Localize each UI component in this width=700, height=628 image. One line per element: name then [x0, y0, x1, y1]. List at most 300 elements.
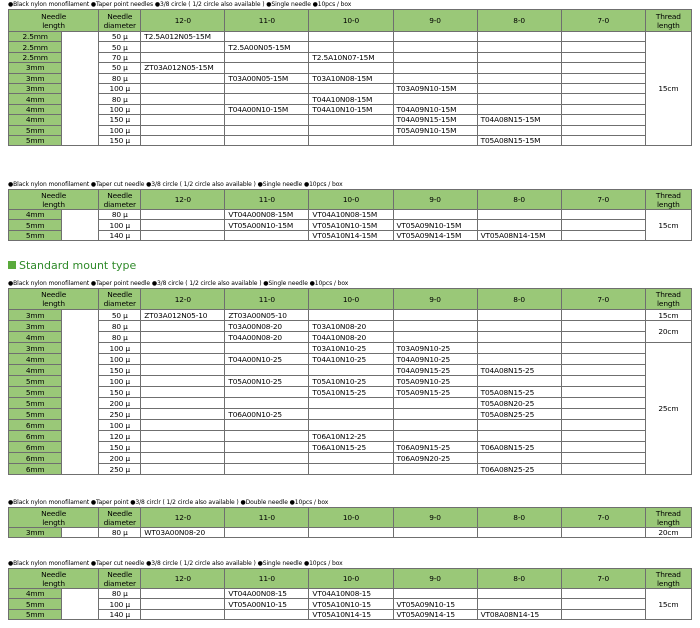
product-code-cell: ZT03A012N05-15M — [141, 63, 225, 73]
product-code-cell: T03A09N10-25 — [393, 343, 477, 354]
product-code-cell — [393, 42, 477, 52]
product-code-cell — [561, 104, 645, 114]
header-size: 12-0 — [141, 508, 225, 528]
table-row — [9, 94, 692, 104]
product-code-cell — [561, 52, 645, 62]
needle-length-cell: 3mm — [9, 83, 62, 93]
product-code-cell: T05A08N20-25 — [477, 398, 561, 409]
product-code-cell — [561, 63, 645, 73]
needle-diameter-cell: 150 μ — [99, 135, 141, 145]
needle-table-section — [0, 279, 700, 475]
product-code-cell: T04A00N10-25 — [225, 354, 309, 365]
product-code-cell — [477, 589, 561, 599]
thread-length-cell: 15cm — [645, 589, 691, 620]
product-code-cell: T04A10N08-15M — [309, 94, 393, 104]
product-code-cell — [561, 599, 645, 609]
product-code-cell: T06A10N12-25 — [309, 431, 393, 442]
product-code-cell — [309, 63, 393, 73]
needle-length-cell: 5mm — [9, 135, 62, 145]
product-code-cell: VT05A00N10-15M — [225, 220, 309, 230]
product-code-cell — [309, 398, 393, 409]
product-code-cell: ZT03A00N05-10 — [225, 310, 309, 321]
product-code-cell — [225, 115, 309, 125]
table-row — [9, 104, 692, 114]
table-caption: ●Black nylon monofilament ●Taper point ●3/8 circlr ( 1/2 circle also available ) ●Double needle ●10pcs / box — [8, 499, 329, 506]
product-code-cell — [393, 73, 477, 83]
header-size: 11-0 — [225, 190, 309, 210]
needle-length-cell: 4mm — [9, 589, 62, 599]
table-row — [9, 409, 692, 420]
product-code-cell — [309, 42, 393, 52]
header-needle-diameter-line: Needle — [107, 569, 133, 579]
product-code-cell — [393, 589, 477, 599]
needle-length-cell: 5mm — [9, 599, 62, 609]
table-row — [9, 354, 692, 365]
header-needle-diameter-line: Needle — [107, 190, 133, 200]
product-code-cell — [477, 94, 561, 104]
needle-length-cell: 3mm — [9, 343, 62, 354]
needle-diameter-cell: 150 μ — [99, 365, 141, 376]
product-code-cell — [477, 42, 561, 52]
product-code-cell — [477, 420, 561, 431]
header-thread-length-line: Thread — [655, 190, 681, 200]
product-code-cell — [561, 73, 645, 83]
product-code-cell: VT04A10N08-15 — [309, 589, 393, 599]
header-thread-length-line: length — [657, 517, 680, 527]
header-size: 10-0 — [309, 508, 393, 528]
product-code-cell — [561, 376, 645, 387]
product-code-cell — [309, 453, 393, 464]
product-code-cell — [477, 332, 561, 343]
product-code-cell — [309, 135, 393, 145]
header-needle-length-line: length — [42, 20, 65, 30]
needle-table — [8, 189, 692, 241]
product-code-cell — [393, 398, 477, 409]
product-code-cell — [225, 83, 309, 93]
needle-diameter-cell: 80 μ — [99, 528, 141, 538]
product-code-cell — [141, 42, 225, 52]
product-code-cell: VT05A09N14-15 — [393, 609, 477, 619]
header-size: 11-0 — [225, 10, 309, 32]
needle-diameter-cell: 50 μ — [99, 310, 141, 321]
product-code-cell — [141, 365, 225, 376]
product-code-cell: T2.5A00N05-15M — [225, 42, 309, 52]
product-code-cell — [141, 210, 225, 220]
table-row — [9, 365, 692, 376]
needle-length-cell: 3mm — [9, 63, 62, 73]
product-code-cell: T05A09N15-25 — [393, 387, 477, 398]
product-code-cell: T05A09N10-25 — [393, 376, 477, 387]
product-code-cell — [141, 609, 225, 619]
table-row — [9, 52, 692, 62]
header-size: 12-0 — [141, 289, 225, 310]
thread-length-cell: 15cm — [645, 210, 691, 241]
product-code-cell — [393, 135, 477, 145]
product-code-cell — [309, 83, 393, 93]
header-needle-diameter — [99, 10, 141, 32]
product-code-cell — [393, 63, 477, 73]
needle-diameter-cell: 120 μ — [99, 431, 141, 442]
needle-length-cell: 5mm — [9, 398, 62, 409]
header-size: 8-0 — [477, 508, 561, 528]
product-code-cell — [477, 376, 561, 387]
product-code-cell — [225, 343, 309, 354]
product-code-cell — [477, 104, 561, 114]
needle-table-section — [0, 498, 700, 538]
header-needle-diameter-line: diameter — [103, 20, 136, 30]
product-code-cell: T04A00N10-15M — [225, 104, 309, 114]
product-code-cell: T06A08N25-25 — [477, 464, 561, 475]
needle-diameter-cell: 250 μ — [99, 409, 141, 420]
header-needle-diameter — [99, 508, 141, 528]
product-code-cell — [225, 453, 309, 464]
table-row — [9, 599, 692, 609]
product-code-cell — [561, 343, 645, 354]
blank-column-cell — [62, 310, 99, 475]
product-code-cell: T04A09N15-15M — [393, 115, 477, 125]
product-code-cell — [141, 442, 225, 453]
product-code-cell — [561, 115, 645, 125]
table-header-row — [9, 10, 692, 32]
product-code-cell: T06A10N15-25 — [309, 442, 393, 453]
needle-length-cell: 2.5mm — [9, 42, 62, 52]
header-thread-length — [645, 569, 691, 589]
header-size: 8-0 — [477, 190, 561, 210]
product-code-cell: T06A08N15-25 — [477, 442, 561, 453]
product-code-cell — [393, 409, 477, 420]
header-size: 12-0 — [141, 569, 225, 589]
product-code-cell — [393, 332, 477, 343]
product-code-cell — [561, 589, 645, 599]
header-size: 10-0 — [309, 190, 393, 210]
product-code-cell — [561, 528, 645, 538]
product-code-cell — [141, 125, 225, 135]
needle-diameter-cell: 100 μ — [99, 104, 141, 114]
needle-diameter-cell: 100 μ — [99, 420, 141, 431]
header-size: 10-0 — [309, 10, 393, 32]
product-code-cell — [393, 528, 477, 538]
product-code-cell: VT05A10N14-15M — [309, 230, 393, 240]
header-needle-diameter-line: Needle — [107, 11, 133, 21]
product-code-cell — [141, 431, 225, 442]
needle-length-cell: 4mm — [9, 210, 62, 220]
product-code-cell — [393, 32, 477, 42]
header-needle-length — [9, 190, 99, 210]
product-code-cell: T04A08N15-15M — [477, 115, 561, 125]
table-header-row — [9, 190, 692, 210]
needle-diameter-cell: 250 μ — [99, 464, 141, 475]
needle-diameter-cell: 80 μ — [99, 321, 141, 332]
needle-length-cell: 6mm — [9, 431, 62, 442]
product-code-cell: VT04A00N08-15M — [225, 210, 309, 220]
header-size: 8-0 — [477, 289, 561, 310]
header-needle-length — [9, 508, 99, 528]
needle-diameter-cell: 50 μ — [99, 63, 141, 73]
header-thread-length — [645, 190, 691, 210]
product-code-cell — [477, 63, 561, 73]
product-code-cell — [141, 135, 225, 145]
needle-length-cell: 3mm — [9, 528, 62, 538]
product-code-cell — [225, 398, 309, 409]
product-code-cell — [561, 220, 645, 230]
table-row — [9, 442, 692, 453]
product-code-cell: T03A00N05-15M — [225, 73, 309, 83]
needle-table — [8, 568, 692, 620]
product-code-cell: T04A00N08-20 — [225, 332, 309, 343]
table-row — [9, 310, 692, 321]
product-code-cell — [309, 409, 393, 420]
product-code-cell — [561, 365, 645, 376]
needle-table-section — [0, 0, 700, 146]
header-size: 10-0 — [309, 289, 393, 310]
product-code-cell — [561, 431, 645, 442]
needle-diameter-cell: 70 μ — [99, 52, 141, 62]
product-code-cell — [141, 230, 225, 240]
needle-length-cell: 5mm — [9, 387, 62, 398]
header-thread-length — [645, 508, 691, 528]
needle-diameter-cell: 80 μ — [99, 332, 141, 343]
product-code-cell: T05A08N25-25 — [477, 409, 561, 420]
product-code-cell — [309, 528, 393, 538]
product-code-cell — [477, 431, 561, 442]
product-code-cell: VT04A10N08-15M — [309, 210, 393, 220]
product-code-cell: VT05A00N10-15 — [225, 599, 309, 609]
product-code-cell — [561, 332, 645, 343]
product-code-cell — [141, 409, 225, 420]
product-code-cell — [561, 210, 645, 220]
product-code-cell: T06A00N10-25 — [225, 409, 309, 420]
product-code-cell — [225, 387, 309, 398]
product-code-cell — [225, 431, 309, 442]
header-thread-length — [645, 10, 691, 32]
product-code-cell — [393, 431, 477, 442]
header-size: 7-0 — [561, 10, 645, 32]
header-size: 7-0 — [561, 190, 645, 210]
product-code-cell: T03A10N10-25 — [309, 343, 393, 354]
table-row — [9, 63, 692, 73]
product-code-cell — [561, 230, 645, 240]
product-code-cell — [477, 220, 561, 230]
needle-diameter-cell: 100 μ — [99, 220, 141, 230]
product-code-cell — [141, 332, 225, 343]
product-code-cell — [225, 528, 309, 538]
needle-length-cell: 4mm — [9, 115, 62, 125]
needle-diameter-cell: 50 μ — [99, 32, 141, 42]
needle-length-cell: 3mm — [9, 73, 62, 83]
header-size: 11-0 — [225, 569, 309, 589]
product-code-cell — [393, 464, 477, 475]
product-code-cell: T05A10N15-25 — [309, 387, 393, 398]
table-row — [9, 83, 692, 93]
table-row — [9, 32, 692, 42]
product-code-cell — [141, 589, 225, 599]
product-code-cell: VT05A09N14-15M — [393, 230, 477, 240]
product-code-cell — [477, 310, 561, 321]
product-code-cell — [393, 94, 477, 104]
needle-length-cell: 2.5mm — [9, 32, 62, 42]
header-needle-diameter — [99, 190, 141, 210]
needle-diameter-cell: 100 μ — [99, 354, 141, 365]
product-code-cell — [309, 32, 393, 42]
product-code-cell — [393, 321, 477, 332]
product-code-cell: T04A10N10-15M — [309, 104, 393, 114]
product-code-cell: VT05A08N14-15M — [477, 230, 561, 240]
header-thread-length-line: Thread — [655, 569, 681, 579]
needle-diameter-cell: 150 μ — [99, 115, 141, 125]
needle-diameter-cell: 80 μ — [99, 589, 141, 599]
header-thread-length-line: Thread — [655, 11, 681, 21]
header-needle-length-line: Needle — [41, 569, 67, 579]
header-size: 9-0 — [393, 190, 477, 210]
product-code-cell: WT03A00N08-20 — [141, 528, 225, 538]
product-code-cell — [225, 52, 309, 62]
product-code-cell — [225, 464, 309, 475]
product-code-cell — [309, 310, 393, 321]
product-code-cell — [561, 42, 645, 52]
product-code-cell: VT05A09N10-15M — [393, 220, 477, 230]
product-code-cell: VT05A09N10-15 — [393, 599, 477, 609]
table-row — [9, 332, 692, 343]
header-needle-diameter-line: diameter — [103, 299, 136, 308]
thread-length-cell: 20cm — [645, 321, 691, 343]
product-code-cell — [561, 94, 645, 104]
blank-column-cell — [62, 528, 99, 538]
table-row — [9, 387, 692, 398]
product-code-cell — [561, 125, 645, 135]
product-code-cell — [141, 52, 225, 62]
table-row — [9, 210, 692, 220]
header-needle-length-line: Needle — [41, 11, 67, 21]
product-code-cell — [225, 609, 309, 619]
product-code-cell — [225, 94, 309, 104]
product-code-cell: ZT03A012N05-10 — [141, 310, 225, 321]
header-needle-diameter-line: diameter — [103, 199, 136, 209]
product-code-cell — [141, 354, 225, 365]
thread-length-cell: 15cm — [645, 310, 691, 321]
product-code-cell — [477, 83, 561, 93]
product-code-cell — [477, 599, 561, 609]
thread-length-cell: 25cm — [645, 343, 691, 475]
table-row — [9, 453, 692, 464]
product-code-cell — [225, 32, 309, 42]
product-code-cell — [309, 115, 393, 125]
needle-diameter-cell: 100 μ — [99, 343, 141, 354]
product-code-cell — [141, 94, 225, 104]
header-needle-length — [9, 569, 99, 589]
header-needle-diameter — [99, 289, 141, 310]
needle-table-section — [0, 180, 700, 241]
product-code-cell: T03A09N10-15M — [393, 83, 477, 93]
product-code-cell — [225, 63, 309, 73]
header-needle-length-line: length — [42, 517, 65, 527]
product-code-cell: T04A08N15-25 — [477, 365, 561, 376]
header-needle-length — [9, 10, 99, 32]
product-code-cell — [561, 83, 645, 93]
needle-diameter-cell: 100 μ — [99, 376, 141, 387]
needle-length-cell: 4mm — [9, 332, 62, 343]
needle-length-cell: 5mm — [9, 125, 62, 135]
product-code-cell: T03A10N08-20 — [309, 321, 393, 332]
needle-length-cell: 4mm — [9, 94, 62, 104]
header-needle-length-line: Needle — [41, 290, 67, 299]
needle-table — [8, 9, 692, 146]
header-size: 11-0 — [225, 289, 309, 310]
header-thread-length-line: length — [657, 299, 680, 308]
table-row — [9, 431, 692, 442]
needle-length-cell: 2.5mm — [9, 52, 62, 62]
product-code-cell — [561, 398, 645, 409]
product-code-cell — [141, 453, 225, 464]
product-code-cell — [141, 104, 225, 114]
green-square-icon — [8, 261, 16, 269]
header-size: 9-0 — [393, 10, 477, 32]
needle-diameter-cell: 140 μ — [99, 230, 141, 240]
product-code-cell — [141, 464, 225, 475]
table-caption: ●Black nylon monofilament ●Taper cut needle ●3/8 circle ( 1/2 circle also available ) ●Single needle ●10pcs / box — [8, 560, 343, 567]
table-row — [9, 464, 692, 475]
product-code-cell: T05A08N15-25 — [477, 387, 561, 398]
product-code-cell — [561, 442, 645, 453]
product-code-cell: VT05A10N10-15M — [309, 220, 393, 230]
header-size: 9-0 — [393, 289, 477, 310]
needle-diameter-cell: 50 μ — [99, 42, 141, 52]
table-row — [9, 135, 692, 145]
blank-column-cell — [62, 210, 99, 241]
product-code-cell — [393, 52, 477, 62]
product-code-cell — [393, 420, 477, 431]
table-row — [9, 220, 692, 230]
product-code-cell — [225, 125, 309, 135]
header-thread-length-line: Thread — [655, 508, 681, 518]
needle-diameter-cell: 140 μ — [99, 609, 141, 619]
needle-table-section — [0, 559, 700, 620]
product-code-cell — [561, 609, 645, 619]
blank-column-cell — [62, 589, 99, 620]
product-code-cell — [393, 310, 477, 321]
needle-length-cell: 5mm — [9, 409, 62, 420]
product-code-cell — [561, 387, 645, 398]
product-code-cell: T03A00N08-20 — [225, 321, 309, 332]
header-size: 7-0 — [561, 508, 645, 528]
header-size: 10-0 — [309, 569, 393, 589]
header-thread-length-line: Thread — [655, 290, 681, 299]
product-code-cell: T05A09N10-15M — [393, 125, 477, 135]
product-code-cell — [141, 398, 225, 409]
needle-length-cell: 6mm — [9, 453, 62, 464]
header-size: 9-0 — [393, 508, 477, 528]
mount-type-title: Standard mount type — [19, 259, 137, 272]
table-row — [9, 230, 692, 240]
header-needle-length-line: length — [42, 299, 65, 308]
table-caption: ●Black nylon monofilament ●Taper point needles ●3/8 circle ( 1/2 circle also available ) ●Single needle ●10pcs / box — [8, 1, 352, 8]
needle-length-cell: 4mm — [9, 354, 62, 365]
header-needle-length-line: length — [42, 199, 65, 209]
product-code-cell — [561, 453, 645, 464]
needle-length-cell: 6mm — [9, 464, 62, 475]
table-caption: ●Black nylon monofilament ●Taper cut needle ●3/8 circle ( 1/2 circle also available ) ●Single needle ●10pcs / box — [8, 181, 343, 188]
product-code-cell — [309, 125, 393, 135]
table-row — [9, 589, 692, 599]
needle-diameter-cell: 80 μ — [99, 94, 141, 104]
product-code-cell — [561, 409, 645, 420]
header-size: 7-0 — [561, 569, 645, 589]
thread-length-cell: 20cm — [645, 528, 691, 538]
needle-diameter-cell: 150 μ — [99, 387, 141, 398]
table-row — [9, 73, 692, 83]
needle-diameter-cell: 200 μ — [99, 453, 141, 464]
product-code-cell — [141, 220, 225, 230]
product-code-cell: T04A09N10-25 — [393, 354, 477, 365]
